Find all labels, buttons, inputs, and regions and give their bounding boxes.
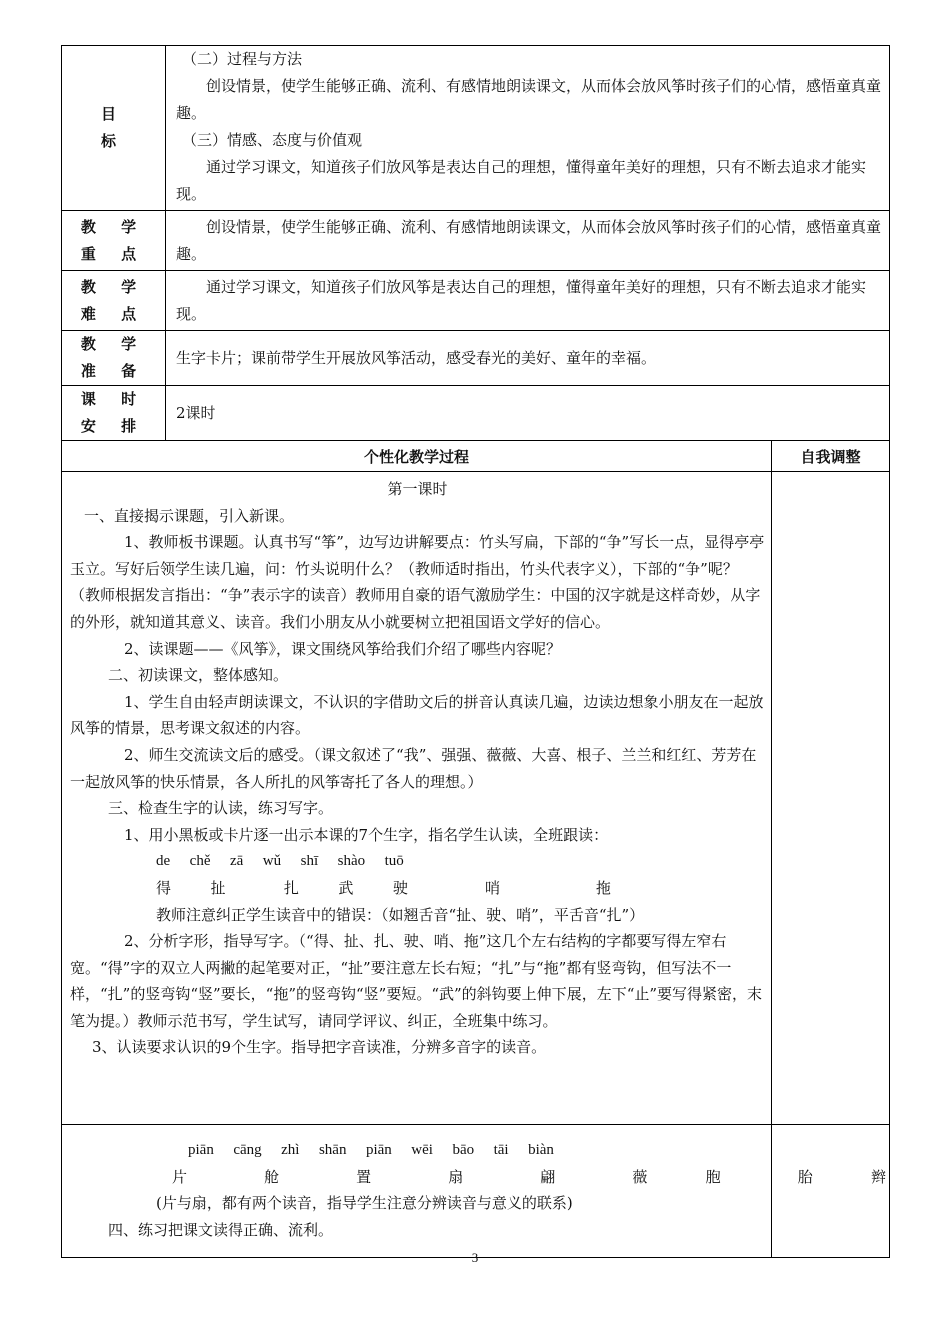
lesson-plan-table bbox=[61, 45, 890, 1258]
pinyin-row-2: piān cāng zhì shān piān wēi bāo tāi biàn bbox=[188, 1142, 554, 1158]
process-content-1 bbox=[62, 472, 772, 1125]
process-method-text: 创设情景，使学生能够正确、流利、有感情地朗读课文，从而体会放风筝时孩子们的心情，感悟童真童趣。 bbox=[176, 77, 882, 122]
step-2-item-1: 1、学生自由轻声朗读课文，不认识的字借助文后的拼音认真读几遍，边读边想象小朋友在一起放风筝的情景，思考课文叙述的内容。 bbox=[70, 692, 764, 738]
key-points-label-line1: 教 学 bbox=[80, 217, 147, 236]
process-row-1 bbox=[62, 472, 890, 1125]
preparation-label-line2: 准 备 bbox=[80, 362, 147, 380]
goals-label bbox=[62, 46, 166, 211]
difficulties-label bbox=[62, 271, 166, 331]
schedule-label bbox=[62, 386, 166, 441]
step-2-heading: 二、初读课文，整体感知。 bbox=[108, 666, 289, 685]
preparation-label bbox=[62, 331, 166, 386]
schedule-label-line1: 课 时 bbox=[80, 390, 147, 408]
goals-row bbox=[62, 46, 890, 211]
pinyin-row-1: de chě zā wǔ shī shào tuō bbox=[156, 853, 404, 870]
goals-label-line2: 标 bbox=[100, 132, 126, 150]
key-points-label-line2: 重 点 bbox=[80, 244, 147, 263]
schedule-content bbox=[166, 386, 890, 441]
process-header-row bbox=[62, 441, 890, 472]
step-4-heading: 四、练习把课文读得正确、流利。 bbox=[108, 1220, 334, 1239]
preparation-text: 生字卡片；课前带学生开展放风筝活动，感受春光的美好、童年的幸福。 bbox=[176, 349, 657, 367]
preparation-row bbox=[62, 331, 890, 386]
polyphone-note: (片与扇，都有两个读音，指导学生注意分辨读音与意义的联系) bbox=[156, 1194, 573, 1213]
key-points-label bbox=[62, 211, 166, 271]
step-2-item-2: 2、师生交流读文后的感受。（课文叙述了“我”、强强、薇薇、大喜、根子、兰兰和红红、芳芳在一起放风筝的快乐情景，各人所扎的风筝寄托了各人的理想。） bbox=[70, 745, 757, 791]
difficulties-text: 通过学习课文，知道孩子们放风筝是表达自己的理想，懂得童年美好的理想，只有不断去追求才能实现。 bbox=[176, 278, 867, 323]
lesson-title: 第一课时 bbox=[387, 480, 448, 498]
emotion-text: 通过学习课文，知道孩子们放风筝是表达自己的理想，懂得童年美好的理想，只有不断去追求才能实现。 bbox=[176, 158, 867, 203]
difficulties-label-line2: 难 点 bbox=[80, 304, 147, 323]
self-adjust-header: 自我调整 bbox=[772, 441, 890, 472]
step-1-item-1: 1、教师板书课题。认真书写“筝”，边写边讲解要点：竹头写扁，下部的“争”写长一点，显得亭亭玉立。写好后领学生读几遍，问：竹头说明什么？（教师适时指出，竹头代表字义），下部的“争”呢？（教师根据发言指出：“争”表示字的读音）教师用自豪的语气激励学生：中国的汉字就是这样奇妙，从字的外形，就知道其意义、读音。我们小朋友从小就要树立把祖国语文学好的信心。 bbox=[70, 533, 765, 631]
goals-content bbox=[166, 46, 890, 211]
page-number: 3 bbox=[471, 1250, 479, 1265]
schedule-label-line2: 安 排 bbox=[80, 417, 147, 435]
self-adjust-cell-2 bbox=[772, 1125, 890, 1258]
preparation-content bbox=[166, 331, 890, 386]
step-1-heading: 一、直接揭示课题，引入新课。 bbox=[84, 506, 295, 525]
key-points-content bbox=[166, 211, 890, 271]
step-3-item-2: 2、分析字形，指导写字。（“得、扯、扎、驶、哨、拖”这几个左右结构的字都要写得左窄右宽。“得”字的双立人两撇的起笔要对正，“扯”要注意左长右短；“扎”与“拖”都有竖弯钩，但写法不一样，“扎”的竖弯钩“竖”要长，“拖”的竖弯钩“竖”要短。“武”的斜钩要上伸下展，左下“止”要写得紧密，末笔为提。）教师示范书写，学生试写，请同学评议、纠正，全班集中练习。 bbox=[70, 932, 763, 1030]
difficulties-label-line1: 教 学 bbox=[80, 277, 147, 296]
process-row-2 bbox=[62, 1125, 890, 1258]
difficulties-row bbox=[62, 271, 890, 331]
key-points-text: 创设情景，使学生能够正确、流利、有感情地朗读课文，从而体会放风筝时孩子们的心情，感悟童真童趣。 bbox=[176, 218, 882, 263]
self-adjust-cell-1 bbox=[772, 472, 890, 1125]
emotion-heading: （三）情感、态度与价值观 bbox=[182, 131, 363, 149]
schedule-row bbox=[62, 386, 890, 441]
process-content-2 bbox=[62, 1125, 889, 1258]
process-method-heading: （二）过程与方法 bbox=[182, 50, 303, 68]
difficulties-content bbox=[166, 271, 890, 331]
characters-row-1: 得 扯 扎 武 驶 哨 拖 bbox=[156, 878, 613, 897]
pronunciation-note: 教师注意纠正学生读音中的错误：（如翘舌音“扯、驶、哨”，平舌音“扎”） bbox=[156, 905, 645, 924]
goals-label-line1: 目 bbox=[100, 105, 126, 123]
step-3-item-3: 3、认读要求认识的9个生字。指导把字音读准，分辨多音字的读音。 bbox=[92, 1038, 547, 1057]
step-1-item-2: 2、读课题——《风筝》，课文围绕风筝给我们介绍了哪些内容呢？ bbox=[124, 639, 562, 658]
key-points-row bbox=[62, 211, 890, 271]
characters-row-2: 片 舱 置 扇 翩 薇 胞 胎 辫 bbox=[172, 1167, 889, 1186]
process-header-title: 个性化教学过程 bbox=[62, 441, 772, 472]
preparation-label-line1: 教 学 bbox=[80, 335, 147, 353]
schedule-text: 2课时 bbox=[176, 404, 216, 422]
step-3-heading: 三、检查生字的认读，练习写字。 bbox=[108, 799, 334, 818]
step-3-item-1: 1、用小黑板或卡片逐一出示本课的7个生字，指名学生认读，全班跟读： bbox=[124, 825, 609, 844]
